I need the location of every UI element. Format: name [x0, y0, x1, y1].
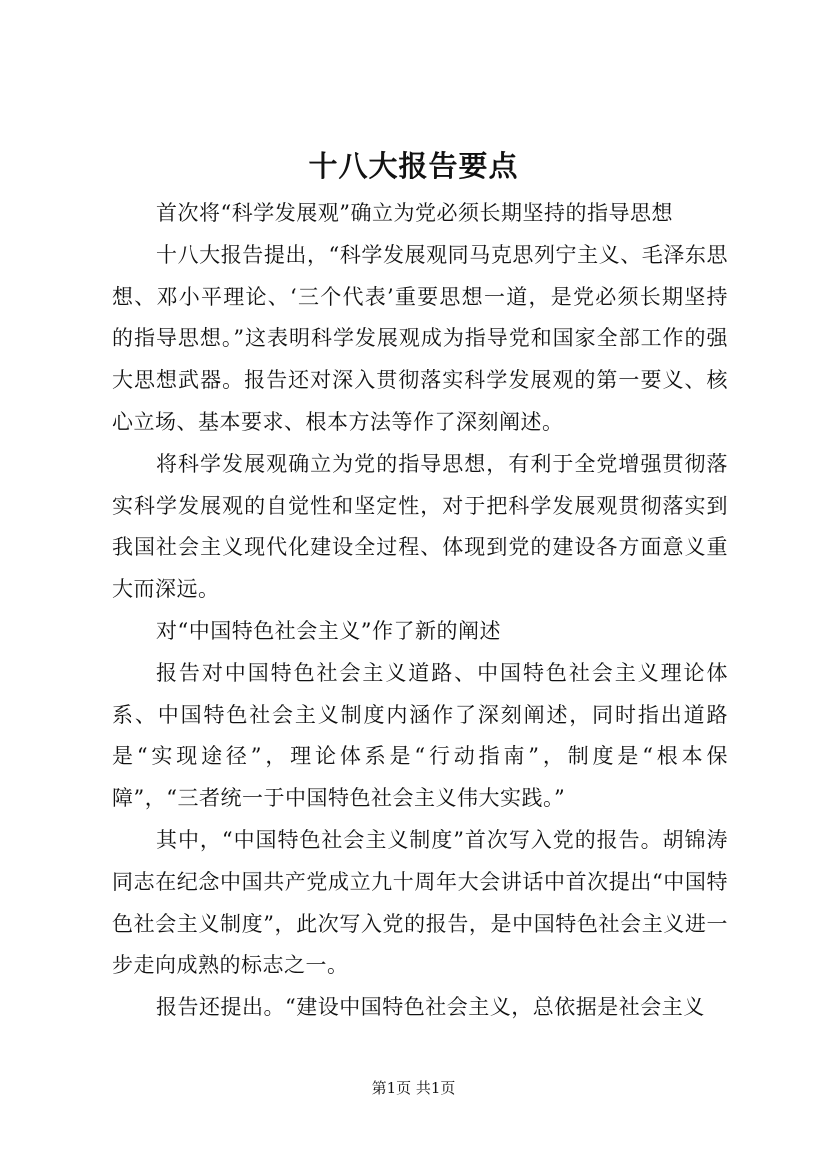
body-paragraph: 将科学发展观确立为党的指导思想，有利于全党增强贯彻落实科学发展观的自觉性和坚定性，对于把科学发展观贯彻落实到我国社会主义现代化建设全过程、体现到党的建设各方面意义重大而深远。: [112, 451, 728, 602]
body-paragraph: 报告还提出。“建设中国特色社会主义，总依据是社会主义: [156, 995, 705, 1020]
document-title: 十八大报告要点: [308, 149, 519, 183]
page-footer: 第1页 共1页: [371, 1079, 456, 1097]
document-body: [112, 193, 728, 1029]
section-heading-socialism: 对“中国特色社会主义”作了新的阐述: [156, 618, 501, 643]
section-heading-scientific-outlook: 首次将“科学发展观”确立为党必须长期坚持的指导思想: [156, 201, 673, 225]
body-paragraph: 十八大报告提出，“科学发展观同马克思列宁主义、毛泽东思想、邓小平理论、‘三个代表’重要思想一道，是党必须长期坚持的指导思想。”这表明科学发展观成为指导党和国家全部工作的强大思想武器。报告还对深入贯彻落实科学发展观的第一要义、核心立场、基本要求、根本方法等作了深刻阐述。: [112, 242, 728, 434]
body-paragraph: 报告对中国特色社会主义道路、中国特色社会主义理论体系、中国特色社会主义制度内涵作了深刻阐述，同时指出道路是“实现途径”，理论体系是“行动指南”，制度是“根本保障”，“三者统一于中国特色社会主义伟大实践。”: [112, 660, 728, 811]
body-paragraph: 其中，“中国特色社会主义制度”首次写入党的报告。胡锦涛同志在纪念中国共产党成立九十周年大会讲话中首次提出“中国特色社会主义制度”，此次写入党的报告，是中国特色社会主义进一步走向成熟的标志之一。: [112, 827, 728, 978]
